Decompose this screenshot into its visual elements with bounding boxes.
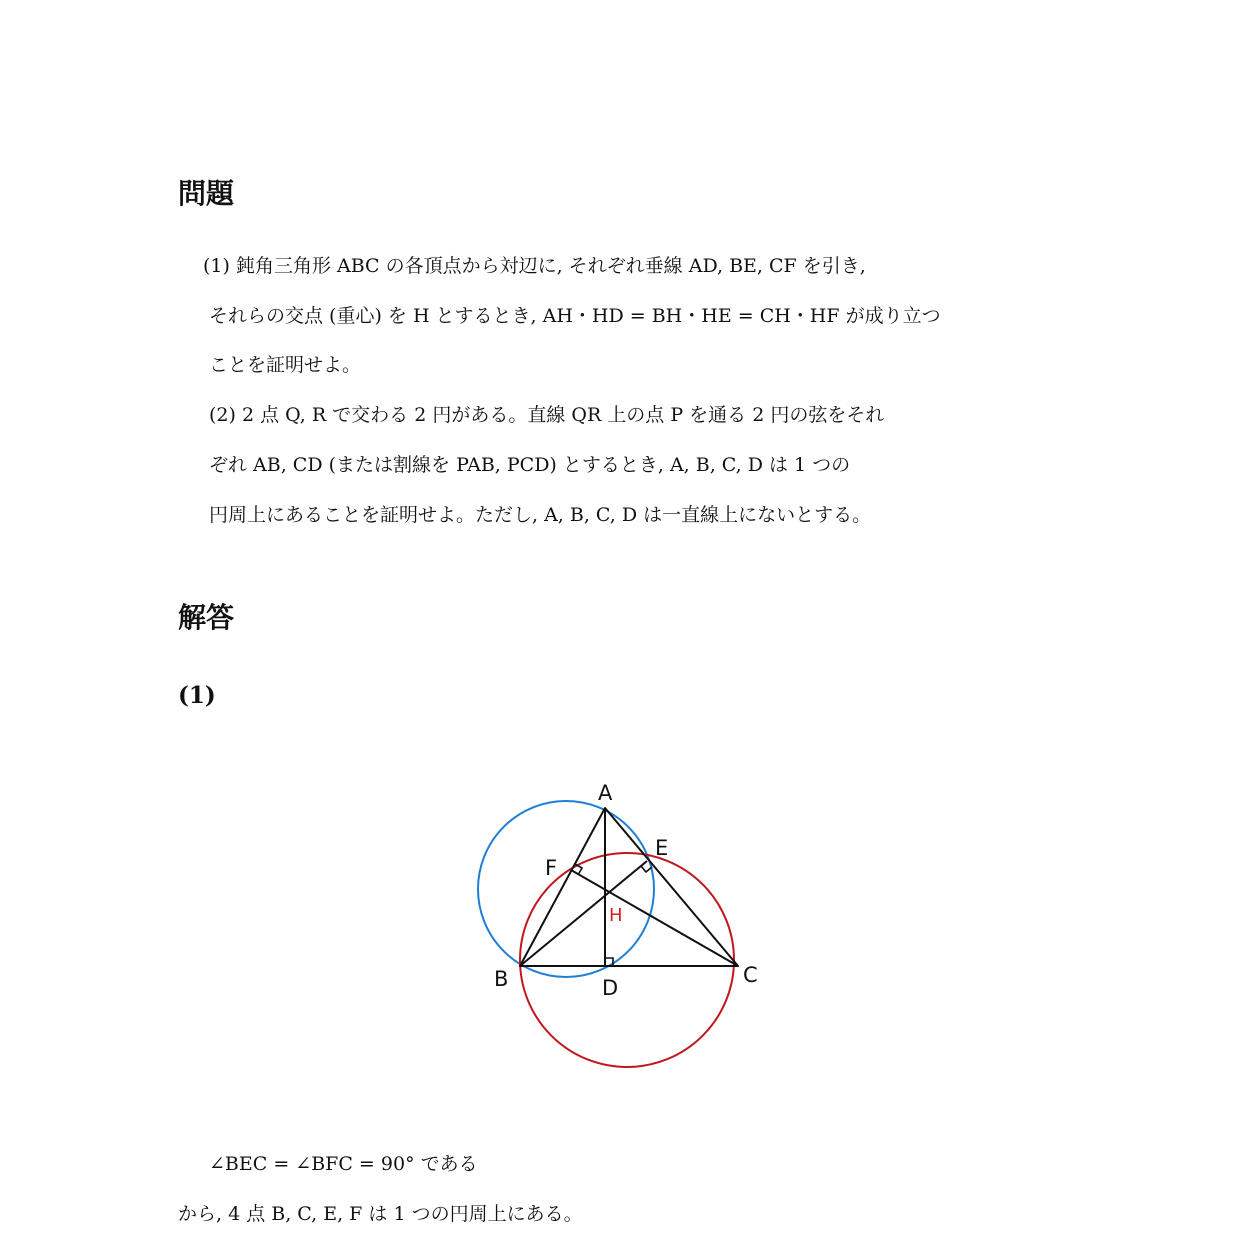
problem-line-5: ぞれ AB, CD (または割線を PAB, PCD) とするとき, A, B, C, D は 1 つの xyxy=(209,454,851,476)
problem-line-1: (1) 鈍角三角形 ABC の各頂点から対辺に, それぞれ垂線 AD, BE, CF を引き, xyxy=(203,255,866,277)
solution-line-1: ∠BEC = ∠BFC = 90° である xyxy=(209,1153,478,1175)
label-d: D xyxy=(602,976,619,1000)
problem-line-3: ことを証明せよ。 xyxy=(209,354,362,376)
label-b: B xyxy=(494,967,509,991)
label-h: H xyxy=(609,905,623,926)
problem-line-6: 円周上にあることを証明せよ。ただし, A, B, C, D は一直線上にないとする。 xyxy=(209,504,872,526)
problem-line-2: それらの交点 (重心) を H とするとき, AH・HD = BH・HE = CH・HF が成り立つ xyxy=(209,305,941,327)
label-a: A xyxy=(598,781,613,805)
solution-heading: 解答 xyxy=(178,601,235,634)
orthocenter-figure xyxy=(470,770,770,1075)
solution-line-2: から, 4 点 B, C, E, F は 1 つの円周上にある。 xyxy=(178,1203,583,1225)
label-e: E xyxy=(655,836,669,860)
problem-heading: 問題 xyxy=(178,177,235,210)
label-f: F xyxy=(545,856,558,880)
red-circle xyxy=(520,853,734,1067)
problem-line-4: (2) 2 点 Q, R で交わる 2 円がある。直線 QR 上の点 P を通る 2 円の弦をそれ xyxy=(209,404,885,426)
label-c: C xyxy=(743,963,758,987)
part1-label: (1) xyxy=(178,682,216,709)
blue-circle xyxy=(478,801,654,977)
